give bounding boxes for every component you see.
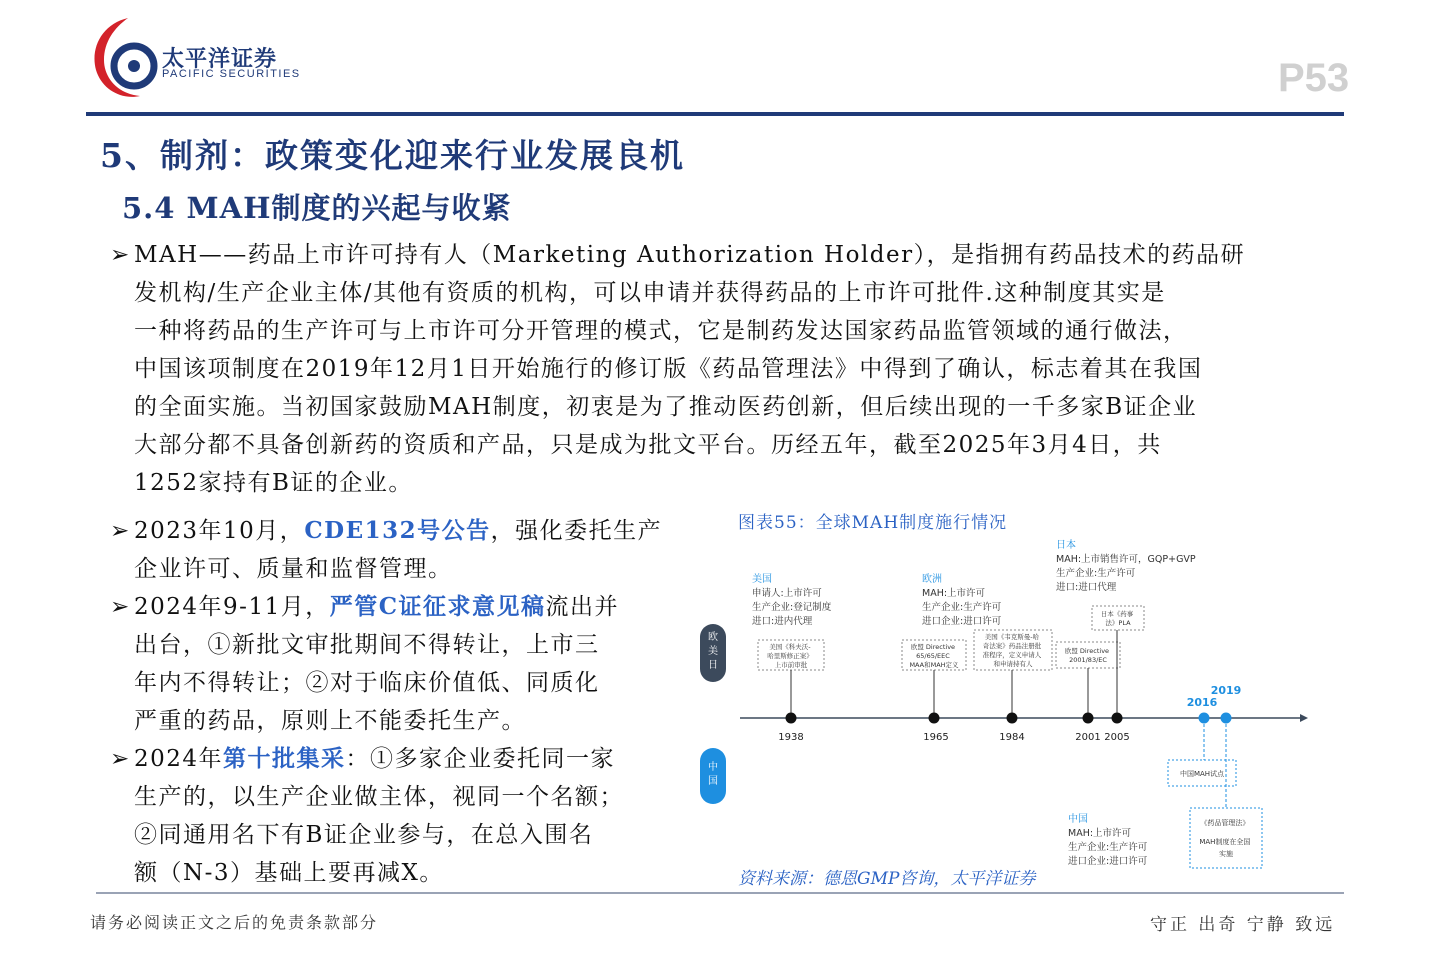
eu-label: 欧洲: [922, 574, 942, 585]
eu-event-text-1: 欧盟 Directive 65/65/EEC MAA和MAH定义: [909, 643, 959, 669]
timeline-arrow-icon: [1300, 714, 1308, 722]
policy-bullets: [110, 512, 694, 892]
year-point-2019: [1221, 713, 1232, 724]
japan-lines: MAH:上市销售许可，GQP+GVP 生产企业:生产许可 进口:进口代理: [1056, 554, 1196, 593]
header-divider: [86, 112, 1344, 116]
year-label-2005: 2005: [1104, 732, 1130, 743]
year-point-2005: [1112, 713, 1123, 724]
intro-line: 的全面实施。当初国家鼓励MAH制度，初衷是为了推动医药创新，但后续出现的一千多家B证企业: [134, 394, 1198, 420]
year-label-2019: 2019: [1210, 684, 1242, 697]
mah-timeline-figure: [696, 530, 1316, 870]
section-subtitle: 5.4 MAH制度的兴起与收紧: [122, 191, 512, 225]
footer-divider: [96, 892, 1344, 894]
bullet-arrow-icon: ➢: [110, 518, 131, 544]
bullet-item: ➢ 2024年9-11月，严管C证征求意见稿流出并 出台，①新批文审批期间不得转让，上市三 年内不得转让；②对于临床价值低、同质化 严重的药品，原则上不能委托生产。: [134, 588, 694, 740]
bullet-item: ➢ 2024年第十批集采：①多家企业委托同一家 生产的，以生产企业做主体，视同一个名额； ②同通用名下有B证企业参与，在总入围名 额（N-3）基础上要再减X。: [134, 740, 694, 892]
bullet-arrow-icon: ➢: [110, 746, 131, 772]
year-point-2016: [1199, 713, 1210, 724]
year-label-1965: 1965: [923, 732, 949, 743]
intro-line: 一种将药品的生产许可与上市许可分开管理的模式，它是制药发达国家药品监管领域的通行做法，: [134, 318, 1188, 344]
logo-text-en: PACIFIC SECURITIES: [162, 68, 301, 80]
eu-event-text-3: 欧盟 Directive 2001/83/EC: [1064, 647, 1110, 664]
west-side-label: 欧美日: [708, 632, 718, 671]
intro-line: 发机构/生产企业主体/其他有资质的机构，可以申请并获得药品的上市许可批件.这种制度其实是: [134, 280, 1166, 306]
bullet-arrow-icon: ➢: [110, 242, 131, 268]
intro-line: 1252家持有B证的企业。: [134, 470, 413, 496]
intro-line: 大部分都不具备创新药的资质和产品，只是成为批文平台。历经五年，截至2025年3月4日，共: [134, 432, 1162, 458]
page-title: 5、制剂：政策变化迎来行业发展良机: [100, 136, 685, 175]
china-event-text-1: 中国MAH试点: [1179, 770, 1225, 778]
year-label-2016: 2016: [1186, 696, 1218, 709]
eu-lines: MAH:上市许可 生产企业:生产许可 进口企业:进口许可: [922, 588, 1002, 627]
japan-label: 日本: [1056, 540, 1076, 551]
intro-line: ➢ MAH——药品上市许可持有人（Marketing Authorization Holder），是指拥有药品技术的药品研: [134, 236, 1334, 274]
year-point-2001: [1083, 713, 1094, 724]
usa-lines: 申请人:上市许可 生产企业:登记制度 进口:进内代理: [752, 588, 832, 627]
eu-event-box-3: [1056, 642, 1120, 668]
intro-paragraph: [110, 236, 1334, 502]
bullet-item: ➢ 2023年10月，CDE132号公告，强化委托生产 企业许可、质量和监督管理。: [134, 512, 694, 588]
year-point-1938: [786, 713, 797, 724]
year-label-1984: 1984: [999, 732, 1025, 743]
footer-slogan: 守正 出奇 宁静 致远: [1150, 915, 1336, 935]
figure-source: 资料来源：德恩GMP咨询，太平洋证券: [738, 869, 1036, 889]
usa-label: 美国: [752, 574, 772, 585]
bullet-arrow-icon: ➢: [110, 594, 131, 620]
highlight-term: 第十批集采: [223, 745, 346, 772]
year-point-1984: [1007, 713, 1018, 724]
page-number: P53: [1278, 56, 1350, 100]
footer-disclaimer: 请务必阅读正文之后的免责条款部分: [90, 913, 379, 932]
eu-event-text-2: 美国《韦克斯曼-哈 奇法案》药品注册批 准程序，定义申请人 和申请持有人: [982, 633, 1042, 668]
company-logo: [88, 14, 168, 102]
year-point-1965: [929, 713, 940, 724]
china-label: 中国: [1068, 814, 1088, 825]
intro-line: 中国该项制度在2019年12月1日开始施行的修订版《药品管理法》中得到了确认，标志着其在我国: [134, 356, 1203, 382]
highlight-term: CDE132号公告: [304, 517, 491, 544]
highlight-term: 严管C证征求意见稿: [329, 593, 546, 620]
figure-caption: 图表55：全球MAH制度施行情况: [738, 513, 1008, 533]
china-event-text-2: 《药品管理法》 MAH制度在全国 实施: [1199, 819, 1251, 858]
china-lines: MAH:上市许可 生产企业:生产许可 进口企业:进口许可: [1068, 828, 1148, 867]
year-label-2001: 2001: [1075, 732, 1101, 743]
usa-event-text: 美国《科夫沃- 哈里斯修正案》 上市前审批: [767, 643, 813, 669]
year-label-1938: 1938: [778, 732, 804, 743]
china-side-label: 中国: [708, 762, 718, 787]
logo-text-cn: 太平洋证券: [162, 47, 278, 72]
japan-event-text: 日本《药事 法》PLA: [1100, 610, 1134, 627]
